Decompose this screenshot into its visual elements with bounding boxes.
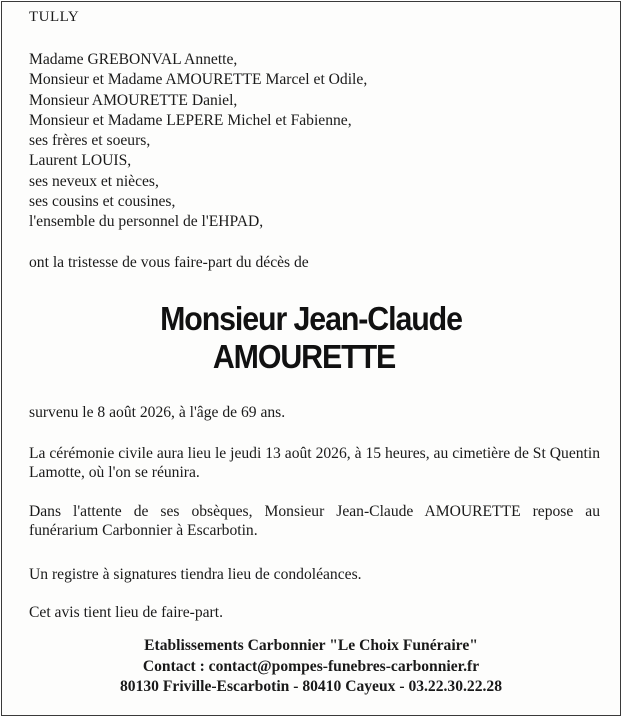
deceased-name [2, 300, 620, 376]
funeral-home-block [2, 636, 620, 698]
funeral-home-name: Etablissements Carbonnier "Le Choix Funéraire" [144, 637, 478, 654]
deceased-name-line2: AMOURETTE [212, 338, 396, 375]
announcement-intro: ont la tristesse de vous faire-part du décès de [29, 254, 309, 271]
death-date-paragraph: survenu le 8 août 2026, à l'âge de 69 ans. [29, 404, 286, 421]
family-list [29, 50, 367, 233]
family-line: Laurent LOUIS, [29, 152, 132, 170]
death-notice [1, 1, 621, 716]
notice-statement: Cet avis tient lieu de faire-part. [29, 604, 223, 621]
family-line: Monsieur AMOURETTE Daniel, [29, 91, 238, 109]
family-line: ses frères et soeurs, [29, 132, 151, 150]
family-line: ses neveux et nièces, [29, 172, 159, 190]
funeral-home-contact: Contact : contact@pompes-funebres-carbonnier.fr [142, 657, 480, 675]
family-line: Madame GREBONVAL Annette, [29, 51, 238, 68]
deceased-name-line1: Monsieur Jean-Claude [160, 300, 462, 337]
condolence-register-paragraph: Un registre à signatures tiendra lieu de condoléances. [29, 566, 362, 583]
family-line: ses cousins et cousines, [29, 193, 176, 211]
family-line: Monsieur et Madame AMOURETTE Marcel et Odile, [29, 71, 368, 89]
family-line: l'ensemble du personnel de l'EHPAD, [29, 213, 264, 231]
town-name: TULLY [29, 9, 80, 25]
ceremony-paragraph: La cérémonie civile aura lieu le jeudi 13 août 2026, à 15 heures, au cimetière de St Quentin Lamotte, où l'on se réunira. [29, 445, 600, 482]
funeral-home-address: 80130 Friville-Escarbotin - 80410 Cayeux - 03.22.30.22.28 [119, 678, 503, 696]
family-line: Monsieur et Madame LEPERE Michel et Fabienne, [29, 111, 352, 129]
funeral-home-paragraph: Dans l'attente de ses obsèques, Monsieur Jean-Claude AMOURETTE repose au funérarium Carbonnier à Escarbotin. [29, 503, 600, 540]
